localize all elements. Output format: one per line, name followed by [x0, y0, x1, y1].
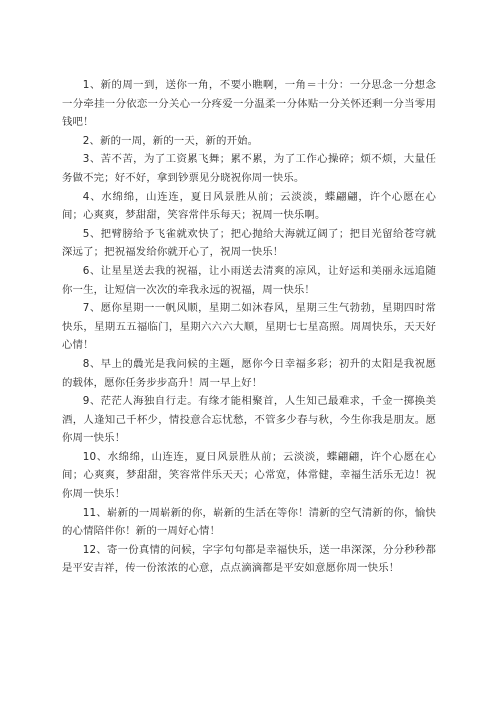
paragraph-5: 5、把臂膀给予飞雀就欢快了；把心抛给大海就辽阔了；把目光留给苍穹就深远了；把祝福发给你就开心了，祝周一快乐！: [62, 227, 436, 259]
paragraph-8: 8、早上的曟光是我问候的主题，愿你今日幸福多彩；初升的太阳是我祝愿的载体，愿你任务步步高升！周一早上好！: [62, 357, 436, 389]
paragraph-12: 12、寄一份真情的问候，字字句句都是幸福快乐，送一串深深，分分秒秒都是平安吉祥，传一份浓浓的心意，点点滴滴都是平安如意愿你周一快乐！: [62, 543, 436, 575]
paragraph-6: 6、让星星送去我的祝福，让小雨送去清爽的凉风，让好运和美丽永远追随你一生，让短信一次次的牵我永远的祝福，周一快乐！: [62, 264, 436, 296]
paragraph-7: 7、愿你星期一一帆风顺，星期二如沐春风，星期三生气勃勃，星期四时常快乐，星期五五福临门，星期六六六大顺，星期七七星高照。周周快乐，天天好心情！: [62, 302, 436, 352]
paragraph-2: 2、新的一周，新的一天，新的开始。: [82, 134, 259, 147]
paragraph-4: 4、水绵绵，山连连，夏日风景胜从前；云淡淡，蝶翩翩，许个心愿在心间；心爽爽，梦甜甜，笑容常伴乐每天；祝周一快乐啊。: [62, 190, 436, 222]
paragraph-11: 11、崭新的一周崭新的你，崭新的生活在等你！清新的空气清新的你，愉快的心情陪伴你！新的一周好心情！: [62, 506, 436, 538]
paragraph-1: 1、新的周一到，送你一角，不要小瞧啊，一角＝十分：一分思念一分想念一分牵挂一分依恋一分关心一分疼爱一分温柔一分体贴一分关怀还剩一分当零用钱吧！: [62, 79, 436, 129]
paragraph-10: 10、水绵绵，山连连，夏日风景胜从前；云淡淡，蝶翩翩，许个心愿在心间；心爽爽，梦甜甜，笑容常伴乐天天；心常宽，体常健，幸福生活乐无边！祝你周一快乐！: [62, 450, 436, 501]
paragraph-9: 9、茫茫人海独自行走。有缘才能相聚首，人生知己最难求，千金一掷换美酒，人逢知己千杯少，情投意合忘忧愁，不管多少春与秋，今生你我是朋友。愿你周一快乐！: [62, 395, 436, 445]
paragraph-3: 3、苦不苦，为了工资累飞舞；累不累，为了工作心操碎；烦不烦，大量任务做不完；好不好，拿到钞票见分晓祝你周一快乐。: [62, 153, 436, 184]
